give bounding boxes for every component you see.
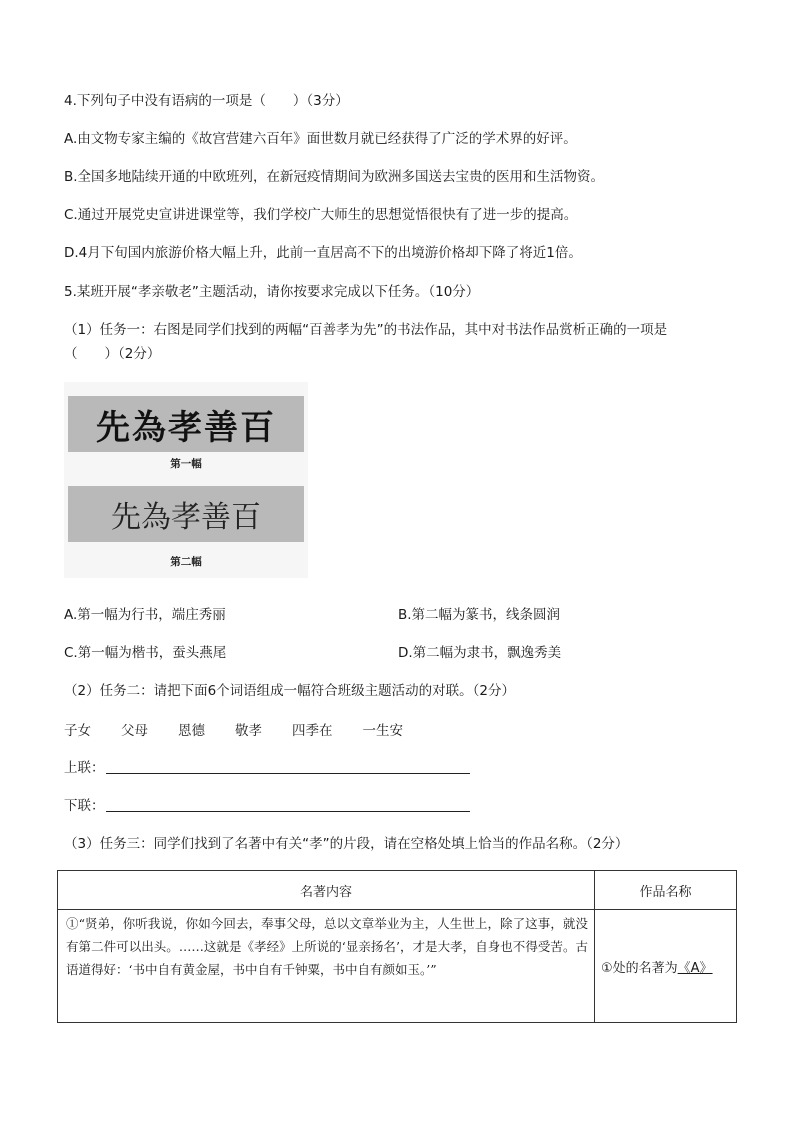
upper-couplet-blank[interactable] [106, 773, 470, 774]
caption-first: 第一幅 [170, 458, 202, 470]
works-table [57, 870, 737, 1023]
q4-option-d: D.4月下旬国内旅游价格大幅上升，此前一直居高不下的出境游价格却下降了将近1倍。 [64, 245, 582, 261]
task1-option-b: B.第二幅为篆书，线条圆润 [398, 607, 561, 623]
task1-option-c: C.第一幅为楷书，蚕头燕尾 [64, 645, 227, 661]
task1-option-a: A.第一幅为行书，端庄秀丽 [64, 607, 226, 623]
task3-question: （3）任务三：同学们找到了名著中有关“孝”的片段，请在空格处填上恰当的作品名称。（2分） [64, 836, 629, 852]
upper-couplet-label: 上联： [64, 760, 105, 776]
task1-question-cont: （ ）（2分） [64, 346, 161, 362]
q4-stem: 4.下列句子中没有语病的一项是（ ）（3分） [64, 93, 349, 109]
q4-option-a: A.由文物专家主编的《故宫营建六百年》面世数月就已经获得了广泛的学术界的好评。 [64, 131, 577, 147]
caption-second: 第二幅 [170, 556, 202, 568]
word-item: 敬孝 [235, 723, 262, 739]
header-title: 作品名称 [595, 871, 737, 910]
word-item: 一生安 [362, 723, 403, 739]
calligraphy-seal-script: 先為孝善百 [68, 486, 304, 542]
q4-option-c: C.通过开展党史宣讲进课堂等，我们学校广大师生的思想觉悟很快有了进一步的提高。 [64, 207, 578, 223]
calligraphy-regular-script: 先為孝善百 [68, 396, 304, 452]
task1-question: （1）任务一：右图是同学们找到的两幅“百善孝为先”的书法作品，其中对书法作品赏析正确的一项是 [64, 322, 668, 338]
answer-cell[interactable] [595, 910, 737, 1023]
calligraphy-image [64, 382, 308, 578]
word-item: 子女 [64, 723, 91, 739]
task1-option-d: D.第二幅为隶书，飘逸秀美 [398, 645, 562, 661]
answer-blank[interactable]: 《A》 [677, 960, 713, 976]
header-content: 名著内容 [58, 871, 595, 910]
word-item: 四季在 [292, 723, 333, 739]
word-list [64, 719, 433, 739]
q5-stem: 5.某班开展“孝亲敬老”主题活动，请你按要求完成以下任务。（10分） [64, 284, 480, 300]
table-row [58, 910, 737, 1023]
word-item: 父母 [121, 723, 148, 739]
q4-option-b: B.全国多地陆续开通的中欧班列，在新冠疫情期间为欧洲多国送去宝贵的医用和生活物资。 [64, 169, 605, 185]
lower-couplet-label: 下联： [64, 798, 105, 814]
lower-couplet-blank[interactable] [106, 811, 470, 812]
table-header-row [58, 871, 737, 910]
answer-prefix: ①处的名著为 [601, 960, 678, 976]
task2-question: （2）任务二：请把下面6个词语组成一幅符合班级主题活动的对联。（2分） [64, 683, 516, 699]
word-item: 恩德 [178, 723, 205, 739]
excerpt-cell: ①“贤弟，你听我说，你如今回去，奉事父母，总以文章举业为主，人生世上，除了这事，就没有第二件可以出头。……这就是《孝经》上所说的‘显亲扬名’，才是大孝，自身也不得受苦。古语道得好：‘书中自有黄金屋，书中自有千钟粟，书中自有颜如玉。’” [58, 910, 595, 1023]
